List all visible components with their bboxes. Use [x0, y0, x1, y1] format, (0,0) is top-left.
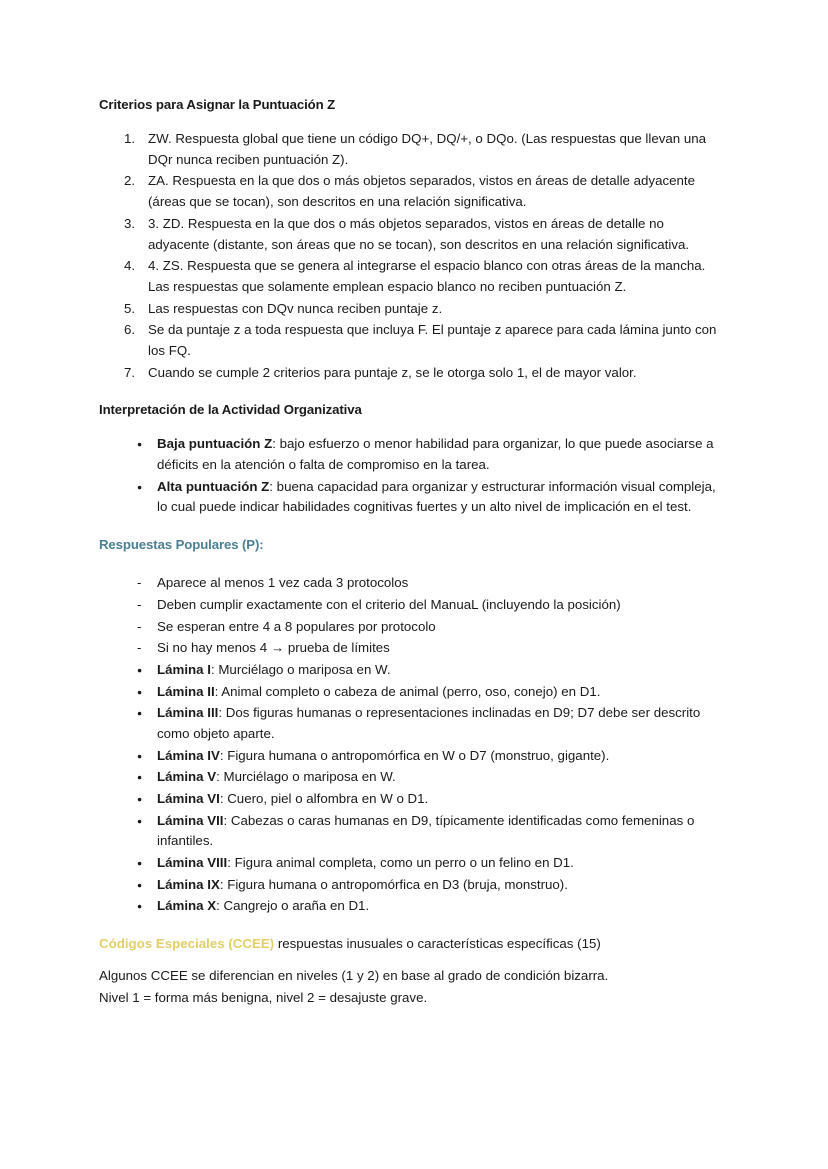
list-item: [157, 853, 725, 874]
list-item-lead: Lámina VII: [157, 812, 224, 828]
spacer: [99, 957, 725, 966]
list-item: [157, 789, 725, 810]
list-item-lead: Alta puntuación Z: [157, 478, 270, 494]
list-item: 3. ZD. Respuesta en la que dos o más objetos separados, vistos en áreas de detalle no adyacente (distante, son áreas que no se tocan), son descritos en una relación significativa.: [148, 215, 690, 252]
list-item: Las respuestas con DQv nunca reciben puntaje z.: [148, 300, 443, 316]
list-item-text: : Figura humana o antropomórfica en W o D7 (monstruo, gigante).: [219, 747, 610, 763]
list-item-text: Se esperan entre 4 a 8 populares por protocolo: [157, 618, 436, 634]
section-heading-criterios: Criterios para Asignar la Puntuación Z: [99, 97, 336, 112]
list-item: [157, 638, 725, 659]
list-item-text: : Cangrejo o araña en D1.: [216, 898, 370, 914]
list-item-lead: Lámina II: [157, 683, 215, 699]
list-item: [157, 595, 725, 616]
spacer: [99, 384, 725, 400]
spacer: [99, 120, 725, 129]
list-item: ZA. Respuesta en la que dos o más objetos separados, vistos en áreas de detalle adyacente (áreas que se tocan), son descritos en una relación significativa.: [148, 173, 695, 210]
spacer: [99, 918, 725, 934]
list-item: [157, 703, 725, 744]
list-item: [157, 434, 725, 475]
list-item: ZW. Respuesta global que tiene un código DQ+, DQ/+, o DQo. (Las respuestas que llevan una DQr nunca reciben puntuación Z).: [148, 131, 707, 167]
list-item-lead: Lámina VIII: [157, 854, 228, 870]
list-item-text: : buena capacidad para organizar y estructurar información visual compleja, lo cual puede indicar habilidades cognitivas fuertes y un alto nivel de implicación en el test.: [157, 478, 716, 515]
ccee-intro-paragraph: [99, 934, 725, 955]
list-item: Cuando se cumple 2 criterios para puntaje z, se le otorga solo 1, el de mayor valor.: [148, 364, 637, 380]
ccee-gold-lead: Códigos Especiales (CCEE): [99, 935, 275, 951]
section-heading-interpretacion: Interpretación de la Actividad Organizativa: [99, 402, 362, 418]
ccee-detail-line-2: Nivel 1 = forma más benigna, nivel 2 = desajuste grave.: [99, 990, 428, 1006]
populares-bullet-list: [99, 573, 725, 917]
spacer: [99, 425, 725, 434]
list-item-lead: Lámina VI: [157, 790, 220, 806]
list-item: [157, 682, 725, 703]
list-item: [157, 573, 725, 594]
list-item-lead: Lámina III: [157, 705, 219, 721]
list-item-lead: Lámina X: [157, 898, 217, 914]
list-item: [157, 617, 725, 638]
list-item-text: : Dos figuras humanas o representaciones inclinadas en D9; D7 debe ser descrito como objeto aparte.: [157, 705, 701, 741]
ccee-intro-text: respuestas inusuales o características específicas (15): [274, 935, 601, 951]
list-item-text: : Cuero, piel o alfombra en W o D1.: [219, 790, 429, 806]
list-item-text: Aparece al menos 1 vez cada 3 protocolos: [157, 575, 409, 591]
list-item: [157, 477, 725, 518]
list-item-text: : bajo esfuerzo o menor habilidad para organizar, lo que puede asociarse a déficits en la atención o falta de compromiso en la tarea.: [157, 436, 714, 473]
list-item: [157, 660, 725, 681]
list-item-lead: Lámina IV: [157, 747, 220, 763]
list-item: 4. ZS. Respuesta que se genera al integrarse el espacio blanco con otras áreas de la mancha. Las respuestas que solamente emplean espacio blanco no reciben puntuación Z.: [148, 258, 706, 294]
list-item-text: : Figura animal completa, como un perro o un felino en D1.: [227, 854, 574, 870]
list-item-text: Si no hay menos 4 → prueba de límites: [157, 640, 390, 656]
interpretacion-bullet-list: [99, 434, 725, 518]
list-item-text: : Animal completo o cabeza de animal (perro, oso, conejo) en D1.: [214, 683, 601, 699]
list-item: [157, 875, 725, 896]
list-item-text: : Murciélago o mariposa en W.: [216, 769, 396, 785]
list-item-text: Deben cumplir exactamente con el criterio del ManuaL (incluyendo la posición): [157, 596, 621, 612]
list-item-lead: Lámina V: [157, 769, 217, 785]
list-item: [157, 811, 725, 852]
list-item: Se da puntaje z a toda respuesta que incluya F. El puntaje z aparece para cada lámina junto con los FQ.: [148, 322, 717, 358]
list-item-lead: Lámina IX: [157, 876, 220, 892]
ccee-detail-line-1: Algunos CCEE se diferencian en niveles (1 y 2) en base al grado de condición bizarra.: [99, 967, 609, 983]
criterios-numbered-list: [99, 129, 725, 383]
section-heading-respuestas-populares: Respuestas Populares (P):: [99, 537, 264, 553]
list-item: [157, 767, 725, 788]
list-item-text: : Figura humana o antropomórfica en D3 (bruja, monstruo).: [219, 876, 568, 892]
list-item-text: : Cabezas o caras humanas en D9, típicamente identificadas como femeninas o infantiles.: [157, 812, 695, 849]
spacer: [99, 519, 725, 535]
list-item: [157, 746, 725, 767]
list-item-lead: Lámina I: [157, 661, 211, 677]
list-item-lead: Baja puntuación Z: [157, 436, 273, 452]
list-item-text: : Murciélago o mariposa en W.: [210, 661, 391, 677]
document-body: [99, 95, 725, 1009]
spacer: [99, 560, 725, 573]
list-item: [157, 896, 725, 917]
